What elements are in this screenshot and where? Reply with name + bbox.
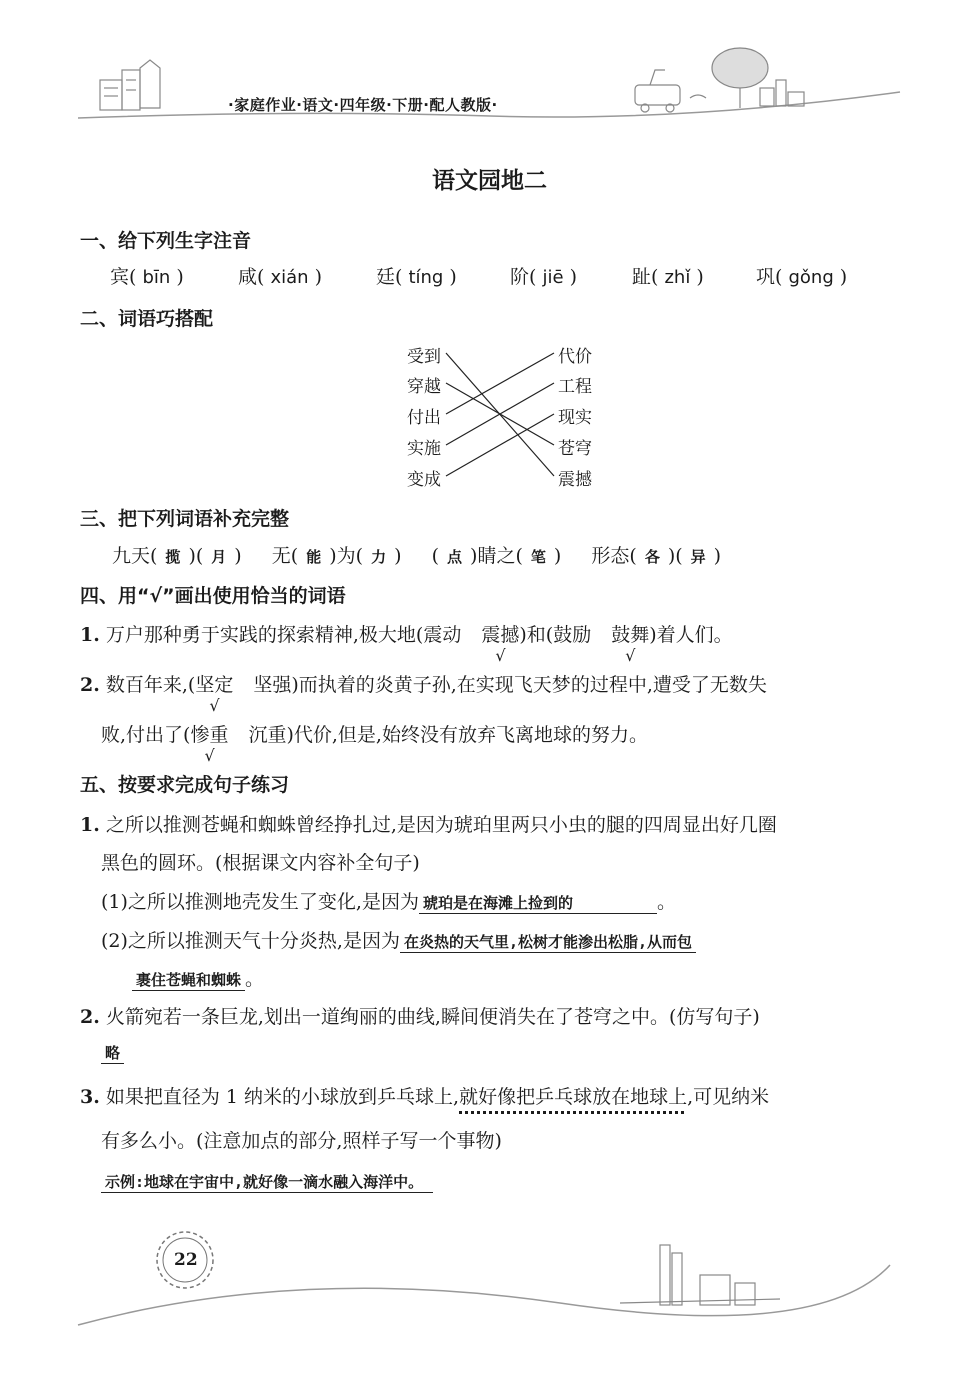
q4-2-line2: 败,付出了(惨重 √ 沉重)代价,但是,始终没有放弃飞离地球的努力。 xyxy=(101,724,648,765)
match-line xyxy=(446,353,554,414)
match-left-word: 受到 xyxy=(407,347,441,367)
check-mark-icon: √ xyxy=(495,646,506,665)
answer-blank: 略 xyxy=(101,1042,124,1064)
page-title: 语文园地二 xyxy=(432,167,547,194)
pinyin-item: 廷( tíng ) xyxy=(376,266,457,288)
match-right-word: 苍穹 xyxy=(558,439,592,459)
idiom-answer: 能 xyxy=(306,548,322,566)
match-right-word: 工程 xyxy=(558,377,592,397)
idiom-answer: 各 xyxy=(644,548,660,566)
section-5-heading: 五、按要求完成句子练习 xyxy=(80,774,290,796)
answer-blank: 示例:地球在宇宙中,就好像一滴水融入海洋中。 xyxy=(101,1171,433,1193)
match-right-word: 代价 xyxy=(558,347,592,367)
q5-2-answer xyxy=(101,1041,124,1064)
q4-1: 1. 万户那种勇于实践的探索精神,极大地(震动 震撼 √ )和(鼓励 鼓舞 √ )着人们。 xyxy=(80,624,733,665)
q4-2-line1: 2. 数百年来,(坚定 √ 坚强)而执着的炎黄子孙,在实现飞天梦的过程中,遭受了无数失 xyxy=(80,674,767,715)
section-1-heading: 一、给下列生字注音 xyxy=(80,230,252,252)
match-left-word: 付出 xyxy=(407,408,441,428)
pinyin-item: 趾( zhǐ ) xyxy=(632,266,704,288)
checked-word: 惨重 √ xyxy=(190,724,229,765)
idiom-answer: 揽 xyxy=(165,548,181,566)
page-number: 22 xyxy=(174,1250,198,1270)
match-left-word: 实施 xyxy=(407,439,441,459)
match-left-word: 变成 xyxy=(407,470,441,490)
idiom-answer: 力 xyxy=(371,548,387,566)
checked-word: 震撼 √ xyxy=(481,624,520,665)
match-lines xyxy=(0,0,979,500)
idiom-answer: 笔 xyxy=(530,548,546,566)
pinyin-item: 阶( jiē ) xyxy=(510,266,577,288)
q5-1-line1: 1. 之所以推测苍蝇和蜘蛛曾经挣扎过,是因为琥珀里两只小虫的腿的四周显出好几圈 xyxy=(80,814,777,836)
check-mark-icon: √ xyxy=(209,696,220,715)
section-3-heading: 三、把下列词语补充完整 xyxy=(80,508,290,530)
pinyin-item: 咸( xián ) xyxy=(238,266,323,288)
answer-blank: 琥珀是在海滩上捡到的 xyxy=(419,892,657,914)
pinyin-item: 巩( gǒng ) xyxy=(756,266,848,288)
check-mark-icon: √ xyxy=(625,646,636,665)
answer-blank: 在炎热的天气里,松树才能渗出松脂,从而包 xyxy=(400,931,696,953)
q5-2-line1: 2. 火箭宛若一条巨龙,划出一道绚丽的曲线,瞬间便消失在了苍穹之中。(仿写句子) xyxy=(80,1006,760,1028)
q5-1-sub1: (1)之所以推测地壳发生了变化,是因为 琥珀是在海滩上捡到的 。 xyxy=(101,891,676,913)
q5-3-answer xyxy=(101,1170,433,1193)
match-right-word: 现实 xyxy=(558,408,592,428)
footer-decoration xyxy=(0,1225,979,1335)
emphasis-dotted-text: 就好像把乒乓球放在地球上 xyxy=(459,1086,688,1108)
q5-3-line2: 有多么小。(注意加点的部分,照样子写一个事物) xyxy=(101,1130,502,1152)
q5-1-line2: 黑色的圆环。(根据课文内容补全句子) xyxy=(101,852,420,874)
header-series: ·家庭作业·语文·四年级·下册·配人教版· xyxy=(228,96,498,114)
idiom-answer: 点 xyxy=(447,548,463,566)
idiom-answer: 异 xyxy=(690,548,706,566)
section-2-heading: 二、词语巧搭配 xyxy=(80,308,214,330)
answer-blank: 裹住苍蝇和蜘蛛 xyxy=(132,969,245,991)
checked-word: 坚定 √ xyxy=(195,674,234,715)
checked-word: 鼓舞 √ xyxy=(611,624,650,665)
pinyin-item: 宾( bīn ) xyxy=(110,266,184,288)
check-mark-icon: √ xyxy=(204,746,215,765)
idiom-line: 九天( 揽 )( 月 ) 无( 能 )为( 力 ) ( 点 )睛之( 笔 ) 形态( 各 )( 异 ) xyxy=(112,545,722,567)
match-right-word: 震撼 xyxy=(558,470,592,490)
q5-1-sub2: (2)之所以推测天气十分炎热,是因为 在炎热的天气里,松树才能渗出松脂,从而包 xyxy=(101,926,696,953)
match-line xyxy=(446,414,554,476)
q5-3-line1: 3. 如果把直径为 1 纳米的小球放到乒乓球上,就好像把乒乓球放在地球上,可见纳米 xyxy=(80,1086,770,1108)
q5-1-sub2-cont: 裹住苍蝇和蜘蛛 。 xyxy=(132,964,264,991)
idiom-answer: 月 xyxy=(211,548,227,566)
section-4-heading: 四、用“√”画出使用恰当的词语 xyxy=(80,585,346,607)
match-left-word: 穿越 xyxy=(407,377,441,397)
